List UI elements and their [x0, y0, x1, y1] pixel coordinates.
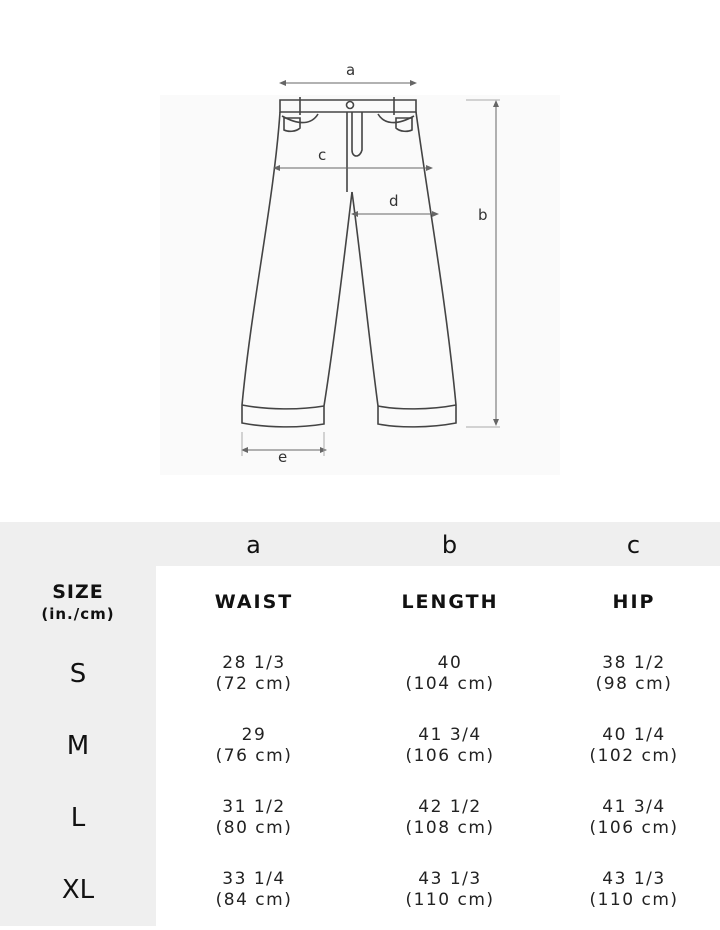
size-chart-table [0, 522, 720, 926]
letter-header-row [0, 522, 720, 566]
waist-value: 29 (76 cm) [215, 725, 293, 766]
label-c: c [318, 146, 327, 164]
length-value: 42 1/2 (108 cm) [405, 797, 495, 838]
table-row-xl [0, 854, 720, 926]
size-header [0, 566, 156, 638]
waist-value: 28 1/3 (72 cm) [215, 653, 293, 694]
table-row-m [0, 710, 720, 782]
size-label: S [0, 638, 156, 710]
label-d: d [389, 192, 399, 210]
label-e: e [278, 448, 288, 466]
blank-cell [0, 522, 156, 566]
letter-c: c [548, 522, 720, 566]
letter-b: b [352, 522, 548, 566]
size-label: L [0, 782, 156, 854]
hip-value: 41 3/4 (106 cm) [589, 797, 679, 838]
header-length: LENGTH [401, 591, 499, 613]
length-value: 43 1/3 (110 cm) [405, 869, 495, 910]
length-value: 40 (104 cm) [405, 653, 495, 694]
label-b: b [478, 206, 488, 224]
header-hip: HIP [612, 591, 656, 613]
label-a: a [346, 61, 356, 79]
size-label: M [0, 710, 156, 782]
hip-value: 43 1/3 (110 cm) [589, 869, 679, 910]
header-waist: WAIST [214, 591, 294, 613]
size-label: XL [0, 854, 156, 926]
letter-a: a [156, 522, 352, 566]
measure-header-row [0, 566, 720, 638]
length-value: 41 3/4 (106 cm) [405, 725, 495, 766]
hip-value: 38 1/2 (98 cm) [595, 653, 673, 694]
hip-value: 40 1/4 (102 cm) [589, 725, 679, 766]
backdrop-shadow [160, 95, 560, 475]
size-title: SIZE [52, 581, 104, 603]
table-row-l [0, 782, 720, 854]
size-unit: (in./cm) [41, 605, 115, 623]
waist-value: 33 1/4 (84 cm) [215, 869, 293, 910]
waist-value: 31 1/2 (80 cm) [215, 797, 293, 838]
table-row-s [0, 638, 720, 710]
